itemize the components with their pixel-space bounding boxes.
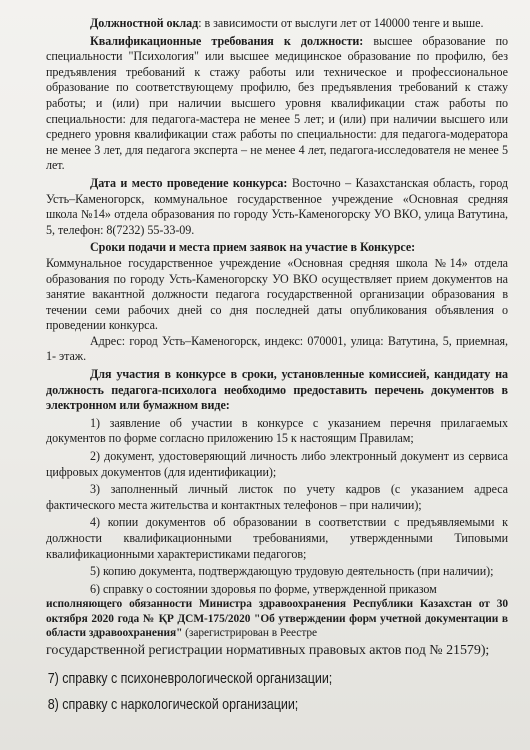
list-item-3: 3) заполненный личный листок по учету кадров (с указанием адреса фактического места жительства и контактных телефонов – при наличии);: [46, 482, 508, 512]
deadlines-heading: [46, 240, 508, 256]
list-item-6-order: исполняющего обязанности Министра здравоохранения Республики Казахстан от 30 октября 2020 года № ҚР ДСМ-175/2020 "Об утверждении форм учетной документации в области здравоохранения": [46, 598, 508, 640]
list-item-8: 8) справку с наркологической организации;: [47, 696, 299, 713]
list-item-2: 2) документ, удостоверяющий личность либо электронный документ из сервиса цифровых документов (для идентификации);: [46, 449, 508, 479]
salary-paragraph: [46, 16, 508, 32]
salary-text: : в зависимости от выслуги лет от 140000 тенге и выше.: [198, 16, 484, 30]
list-item-4: 4) копии документов об образовании в соответствии с предъявляемыми к должности квалификационными требованиями, утвержденными Типовыми квалификационными характеристиками педагогов;: [46, 515, 508, 561]
document-body: [46, 16, 508, 716]
list-item-6-end: государственной регистрации нормативных правовых актов под № 21579);: [46, 642, 490, 658]
list-item-7: 7) справку с психоневрологической организации;: [47, 670, 333, 687]
deadlines-label: Сроки подачи и места прием заявок на участие в Конкурсе:: [90, 240, 416, 255]
list-item-6-intro: 6) справку о состоянии здоровья по форме, утвержденной приказом: [90, 581, 437, 596]
list-item-6-registered: (зарегистрирован в Реестре: [182, 627, 318, 640]
qualification-paragraph: [46, 34, 508, 174]
venue-label: Дата и место проведение конкурса:: [90, 175, 288, 190]
qualification-label: Квалификационные требования к должности:: [90, 33, 364, 48]
list-item-6-body: [46, 597, 508, 640]
qualification-text: высшее образование по специальности "Психология" или высшее медицинское образование по профилю, без предъявления требований к стажу работы или техническое и профессиональное образование по соответствующему профилю, без предъявления требований к стажу работы; и (или) при наличии высшего уровня квалификации стаж работы по специальности: для педагога-мастера не менее 5 лет; и (или) при наличии высшего или среднего уровня квалификации стаж работы по специальности: для педагога-модератора не менее 3 лет, для педагога эксперта – не менее 4 лет, педагога-исследователя не менее 5 лет.: [46, 33, 508, 173]
venue-text: Восточно – Казахстанская область, город Усть–Каменогорск, коммунальное государственное учреждение «Основная средняя школа №14» отдела образования по городу Усть-Каменогорску УО ВКО, улица Ватутина, 5, телефон: 8(7232) 55-33-09.: [46, 175, 508, 237]
venue-paragraph: [46, 176, 508, 238]
list-item-5: 5) копию документа, подтверждающую трудовую деятельность (при наличии);: [90, 564, 494, 579]
deadlines-text: Коммунальное государственное учреждение «Основная средняя школа №14» отдела образования по городу Усть-Каменогорску УО ВКО осуществляет прием документов на занятие вакантной должности педагога государственной организации образования в течении семи рабочих дней со дня последней даты опубликования объявления о проведении конкурса.: [46, 255, 508, 333]
salary-label: Должностной оклад: [90, 16, 199, 30]
documents-heading: Для участия в конкурсе в сроки, установленные комиссией, кандидату на должность педагога-психолога необходимо предоставить перечень документов в электронном или бумажном виде:: [46, 367, 508, 413]
address-text: Адрес: город Усть–Каменогорск, индекс: 070001, улица: Ватутина, 5, приемная, 1- этаж.: [46, 333, 508, 364]
list-item-1: 1) заявление об участии в конкурсе с указанием перечня прилагаемых документов по форме согласно приложению 15 к настоящим Правилам;: [46, 415, 508, 446]
